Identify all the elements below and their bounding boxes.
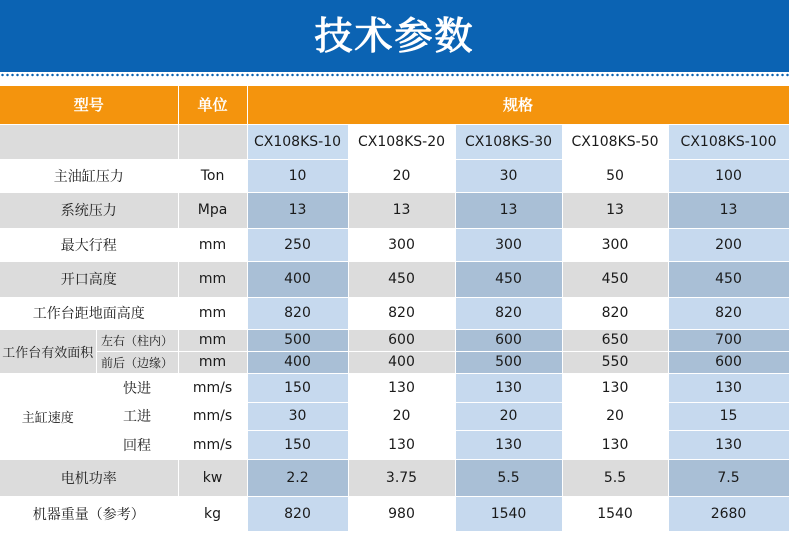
table-cell: 450	[668, 261, 789, 297]
table-cell: 13	[668, 192, 789, 228]
table-cell: 2680	[668, 496, 789, 531]
model-name: CX108KS-10	[247, 124, 348, 159]
row-sublabel: 快进	[96, 373, 178, 402]
table-cell: 10	[247, 159, 348, 192]
dotted-divider	[0, 72, 789, 78]
table-cell: 20	[348, 402, 455, 430]
row-unit: mm	[178, 228, 247, 261]
row-unit: Ton	[178, 159, 247, 192]
model-row	[0, 124, 789, 159]
spec-table	[0, 86, 789, 532]
row-unit: mm	[178, 297, 247, 329]
row-label: 系统压力	[0, 192, 178, 228]
table-row	[0, 402, 789, 430]
table-row	[0, 459, 789, 496]
row-sublabel: 左右（柱内）	[96, 329, 178, 351]
table-cell: 13	[247, 192, 348, 228]
table-cell: 3.75	[348, 459, 455, 496]
table-cell: 7.5	[668, 459, 789, 496]
table-cell: 100	[668, 159, 789, 192]
table-cell: 450	[455, 261, 562, 297]
table-cell: 130	[668, 373, 789, 402]
group-label-speed: 主缸速度	[0, 373, 96, 459]
header-unit: 单位	[178, 86, 247, 124]
row-label: 机器重量（参考）	[0, 496, 178, 531]
row-unit: mm/s	[178, 430, 247, 459]
table-row	[0, 192, 789, 228]
table-cell: 400	[348, 351, 455, 373]
table-cell: 2.2	[247, 459, 348, 496]
table-cell: 13	[348, 192, 455, 228]
table-cell: 820	[348, 297, 455, 329]
table-row	[0, 159, 789, 192]
model-name: CX108KS-30	[455, 124, 562, 159]
table-row	[0, 351, 789, 373]
table-cell: 450	[348, 261, 455, 297]
table-cell: 200	[668, 228, 789, 261]
table-cell: 300	[348, 228, 455, 261]
model-name: CX108KS-100	[668, 124, 789, 159]
row-sublabel: 回程	[96, 430, 178, 459]
row-unit: mm	[178, 351, 247, 373]
row-unit: Mpa	[178, 192, 247, 228]
table-cell: 650	[562, 329, 668, 351]
row-unit: mm/s	[178, 402, 247, 430]
table-cell: 20	[562, 402, 668, 430]
table-cell: 30	[455, 159, 562, 192]
table-cell: 30	[247, 402, 348, 430]
table-cell: 130	[562, 430, 668, 459]
row-sublabel: 工进	[96, 402, 178, 430]
table-cell: 400	[247, 261, 348, 297]
table-cell: 130	[562, 373, 668, 402]
row-sublabel: 前后（边缘）	[96, 351, 178, 373]
row-unit: kw	[178, 459, 247, 496]
table-cell: 13	[562, 192, 668, 228]
table-cell: 400	[247, 351, 348, 373]
table-cell: 820	[247, 496, 348, 531]
table-cell: 130	[348, 430, 455, 459]
table-row	[0, 261, 789, 297]
table-cell: 820	[247, 297, 348, 329]
title-banner	[0, 0, 789, 72]
table-row	[0, 297, 789, 329]
table-row	[0, 228, 789, 261]
table-row	[0, 373, 789, 402]
page-title: 技术参数	[314, 14, 475, 58]
table-cell: 300	[562, 228, 668, 261]
row-label: 最大行程	[0, 228, 178, 261]
table-cell: 1540	[562, 496, 668, 531]
table-cell: 150	[247, 373, 348, 402]
table-cell: 600	[668, 351, 789, 373]
table-header-row	[0, 86, 789, 124]
model-name: CX108KS-50	[562, 124, 668, 159]
table-cell: 700	[668, 329, 789, 351]
row-unit: mm	[178, 261, 247, 297]
row-label: 主油缸压力	[0, 159, 178, 192]
table-cell: 500	[455, 351, 562, 373]
table-row	[0, 329, 789, 351]
row-label: 工作台距地面高度	[0, 297, 178, 329]
row-unit: kg	[178, 496, 247, 531]
table-cell: 15	[668, 402, 789, 430]
table-cell: 250	[247, 228, 348, 261]
table-cell: 130	[348, 373, 455, 402]
group-label-worktable: 工作台有效面积	[0, 329, 96, 373]
row-unit: mm/s	[178, 373, 247, 402]
table-cell: 1540	[455, 496, 562, 531]
table-cell: 600	[455, 329, 562, 351]
header-spec: 规格	[247, 86, 789, 124]
table-cell: 130	[455, 430, 562, 459]
table-cell: 130	[668, 430, 789, 459]
table-cell: 50	[562, 159, 668, 192]
table-cell: 550	[562, 351, 668, 373]
row-label: 开口高度	[0, 261, 178, 297]
row-unit: mm	[178, 329, 247, 351]
table-row	[0, 496, 789, 531]
table-row	[0, 430, 789, 459]
table-cell: 150	[247, 430, 348, 459]
table-cell: 20	[348, 159, 455, 192]
header-model: 型号	[0, 86, 178, 124]
table-cell: 980	[348, 496, 455, 531]
table-cell: 500	[247, 329, 348, 351]
table-cell: 20	[455, 402, 562, 430]
table-cell: 600	[348, 329, 455, 351]
table-cell: 300	[455, 228, 562, 261]
model-name: CX108KS-20	[348, 124, 455, 159]
table-cell: 13	[455, 192, 562, 228]
table-cell: 450	[562, 261, 668, 297]
table-cell: 5.5	[562, 459, 668, 496]
table-cell: 5.5	[455, 459, 562, 496]
table-cell: 820	[562, 297, 668, 329]
row-label: 电机功率	[0, 459, 178, 496]
table-cell: 820	[668, 297, 789, 329]
table-cell: 130	[455, 373, 562, 402]
table-cell: 820	[455, 297, 562, 329]
